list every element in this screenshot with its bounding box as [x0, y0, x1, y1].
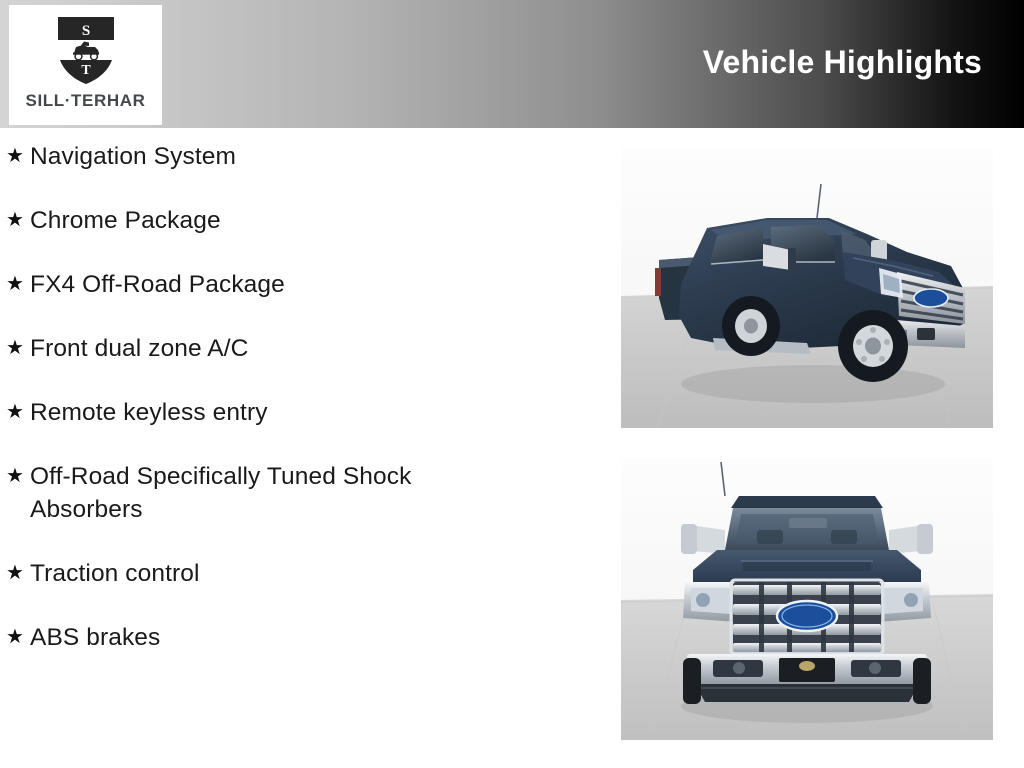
- star-icon: ★: [6, 562, 24, 584]
- truck-front-illustration: [621, 458, 993, 740]
- shield-icon: [55, 14, 117, 86]
- page-title: Vehicle Highlights: [702, 44, 982, 80]
- dealer-wordmark: SILL·TERHAR: [25, 91, 146, 110]
- feature-label: Remote keyless entry: [30, 399, 268, 426]
- svg-text:T: T: [80, 63, 91, 78]
- svg-text:S: S: [81, 23, 90, 39]
- dealer-logo[interactable]: [9, 5, 162, 125]
- feature-label: Traction control: [30, 560, 200, 587]
- star-icon: ★: [6, 401, 24, 423]
- vehicle-photo-front-three-quarter[interactable]: [621, 148, 993, 428]
- vehicle-photo-front[interactable]: [621, 458, 993, 740]
- star-icon: ★: [6, 337, 24, 359]
- list-item: [0, 332, 600, 365]
- star-icon: ★: [6, 273, 24, 295]
- list-item: [0, 460, 600, 526]
- vehicle-highlights-list: [0, 140, 600, 685]
- star-icon: ★: [6, 209, 24, 231]
- feature-label: Off-Road Specifically Tuned Shock Absorbers: [30, 463, 412, 523]
- list-item: [0, 140, 600, 173]
- star-icon: ★: [6, 465, 24, 487]
- feature-label: FX4 Off-Road Package: [30, 271, 285, 298]
- list-item: [0, 557, 600, 590]
- list-item: [0, 396, 600, 429]
- list-item: [0, 204, 600, 237]
- star-icon: ★: [6, 626, 24, 648]
- feature-label: Front dual zone A/C: [30, 335, 249, 362]
- star-icon: ★: [6, 145, 24, 167]
- feature-label: Navigation System: [30, 143, 236, 170]
- feature-label: Chrome Package: [30, 207, 221, 234]
- list-item: [0, 268, 600, 301]
- list-item: [0, 621, 600, 654]
- feature-label: ABS brakes: [30, 624, 161, 651]
- truck-three-quarter-illustration: [621, 148, 993, 428]
